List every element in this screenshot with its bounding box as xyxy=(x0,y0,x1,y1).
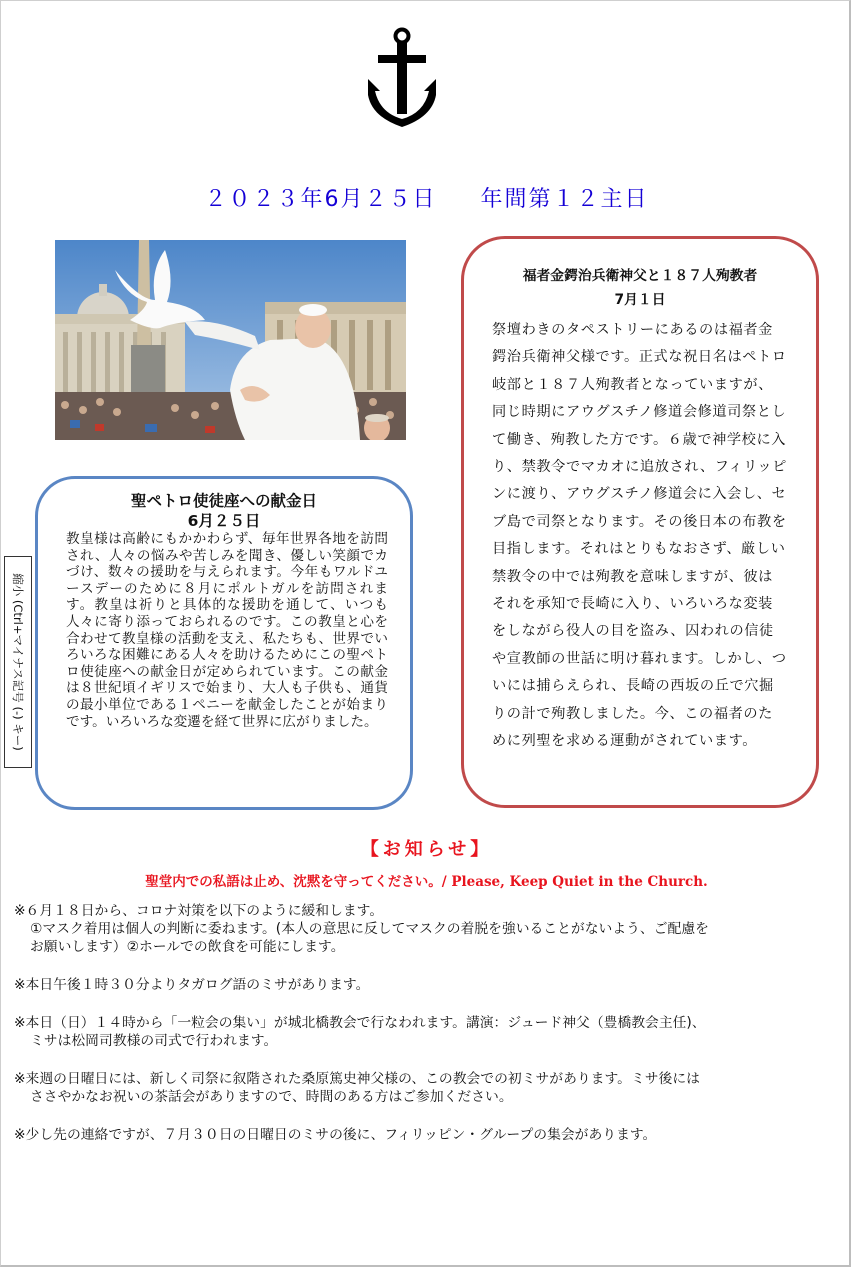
notice-line: ※本日午後１時３０分よりタガログ語のミサがあります。 xyxy=(14,977,370,993)
notices-subtitle: 聖堂内での私語は止め、沈黙を守ってください。/ Please, Keep Quiet in the Church. xyxy=(145,874,708,890)
martyrs-body: 祭壇わきのタペストリーにあるのは福者金鍔治兵衛神父様です。正式な祝日名はペトロ岐部と１８７人殉教者となっていますが、同じ時期にアウグスチノ修道会修道司祭として働き、殉教した方です。６歳で神学校に入り、禁教令でマカオに追放され、フィリッピンに渡り、アウグスチノ修道会に入会し、セブ島で司祭となります。その後日本の布教を目指します。それはとりもなおさず、厳しい禁教令の中では殉教を意味しますが、彼はそれを承知で長崎に入り、いろいろな変装をしながら役人の目を盗み、囚われの信徒や宣教師の世話に明け暮れます。しかし、ついには捕らえられ、長崎の西坂の丘で穴掘りの計で殉教しました。今、この福者のために列聖を求める運動がされています。 xyxy=(492,322,787,750)
peters-pence-title: 聖ペトロ使徒座への献金日 xyxy=(130,492,317,510)
page-title xyxy=(0,182,853,213)
notice-item xyxy=(14,902,814,956)
peters-pence-box xyxy=(35,476,413,810)
peters-pence-body: 教皇様は高齢にもかかわらず、毎年世界各地を訪問され、人々の悩みや苦しみを聞き、優しい笑顔でカづけ、数々の援助を与えられます。今年もワルドユースデーのために８月にポルトガルを訪問されます。教皇は祈りと具体的な援助を通して、いつも人々に寄り添っておられるのです。この教皇と心を合わせて教皇様の活動を支え、私たちも、世界でいろいろな困難にある人々を助けるためにこの聖ペトロ使徒座への献金日が定められています。この献金は８世紀頃イギリスで始まり、大人も子供も、通貨の最小単位である１ペニーを献金したことが始まりです。いろいろな変遷を経て世界に広がりました。 xyxy=(66,531,388,730)
notice-item xyxy=(14,1070,814,1106)
zoom-out-label: 縮小 (Ctrl+マイナス記号 (-) キー) xyxy=(11,573,25,751)
notices-list xyxy=(14,902,814,1164)
notice-line: ※来週の日曜日には、新しく司祭に叙階された桑原篤史神父様の、この教会での初ミサがあります。ミサ後には xyxy=(14,1071,700,1087)
zoom-out-tooltip[interactable] xyxy=(4,556,32,768)
notices-title: 【お知らせ】 xyxy=(360,839,493,860)
notice-line: ※本日（日）１４時から「一粒会の集い」が城北橋教会で行なわれます。講演：ジュード神父（豊橋教会主任)、 xyxy=(14,1015,706,1031)
notice-line: ささやかなお祝いの茶話会がありますので、時間のある方はご参加ください。 xyxy=(30,1089,513,1105)
peters-pence-date: 6月２５日 xyxy=(187,512,261,530)
notice-line: お願いします）②ホールでの飲食を可能にします。 xyxy=(30,939,345,955)
martyrs-title: 福者金鍔治兵衛神父と１８７人殉教者 xyxy=(522,268,758,284)
notice-line: ミサは松岡司教様の司式で行われます。 xyxy=(30,1033,278,1049)
notice-item xyxy=(14,976,814,994)
notice-item xyxy=(14,1126,814,1144)
anchor-icon xyxy=(366,27,438,129)
martyrs-box xyxy=(461,236,819,808)
liturgical-day-text: 年間第１２主日 xyxy=(480,187,649,212)
notice-item xyxy=(14,1014,814,1050)
date-text: ２０２３年6月２５日 xyxy=(204,187,437,212)
martyrs-date: 7月１日 xyxy=(614,292,666,308)
notice-line: ※６月１８日から、コロナ対策を以下のように緩和します。 xyxy=(14,903,384,919)
notice-line: ※少し先の連絡ですが、７月３０日の日曜日のミサの後に、フィリッピン・グループの集会があります。 xyxy=(14,1127,657,1143)
notice-line: ①マスク着用は個人の判断に委ねます。(本人の意思に反してマスクの着脱を強いることがないよう、ご配慮を xyxy=(30,921,709,937)
pope-dove-photo xyxy=(55,240,406,440)
